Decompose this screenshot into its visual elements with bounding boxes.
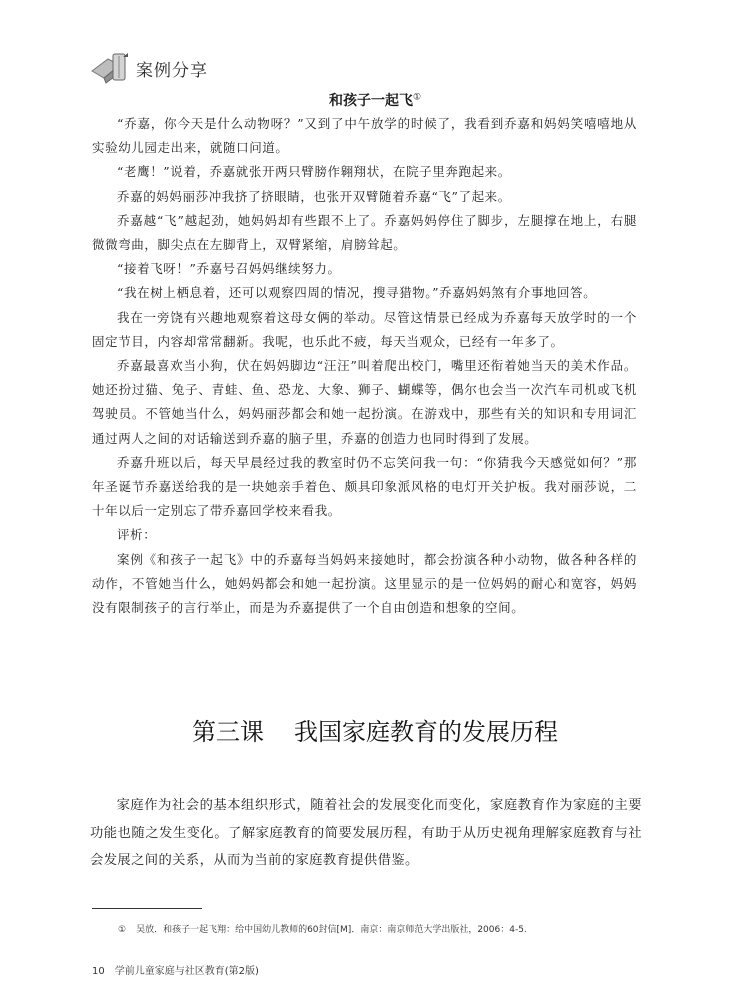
pen-book-icon <box>90 51 130 85</box>
footnote-text: 吴放．和孩子一起飞翔：给中国幼儿教师的60封信[M]．南京：南京师范大学出版社，2006：4-5. <box>136 925 527 935</box>
story-paragraph: 乔嘉升班以后，每天早晨经过我的教室时仍不忘笑问我一句：“你猜我今天感觉如何？”那年圣诞节乔嘉送给我的是一块她亲手着色、颇具印象派风格的电灯开关护板。我对丽莎说，二十年以后一定别忘了带乔嘉回学校来看我。 <box>92 454 637 519</box>
footnote-divider <box>92 908 202 909</box>
analysis-heading: 评析： <box>117 527 157 543</box>
story-title <box>0 90 750 110</box>
lesson-heading <box>0 712 750 747</box>
story-paragraph: “我在树上栖息着，还可以观察四周的情况，搜寻猎物。”乔嘉妈妈煞有介事地回答。 <box>117 285 597 301</box>
lesson-intro <box>90 792 642 875</box>
intro-paragraph: 家庭作为社会的基本组织形式，随着社会的发展变化而变化，家庭教育作为家庭的主要功能也随之发生变化。了解家庭教育的简要发展历程，有助于从历史视角理解家庭教育与社会发展之间的关系，从而为当前的家庭教育提供借鉴。 <box>90 798 642 868</box>
footnote-ref: ① <box>412 92 422 103</box>
page-number: 10 <box>92 966 105 977</box>
lesson-title: 我国家庭教育的发展历程 <box>294 718 558 746</box>
section-header <box>90 48 208 88</box>
story-paragraph: “老鹰！”说着，乔嘉就张开两只臂膀作翱翔状，在院子里奔跑起来。 <box>117 164 511 180</box>
section-label: 案例分享 <box>136 60 208 81</box>
story-paragraph: 乔嘉越“飞”越起劲，她妈妈却有些跟不上了。乔嘉妈妈停住了脚步，左腿撑在地上，右腿微微弯曲，脚尖点在左脚背上，双臂紧缩，肩膀耸起。 <box>92 212 637 253</box>
story-body <box>92 112 637 620</box>
lesson-number: 第三课 <box>192 718 264 746</box>
page-footer <box>92 962 259 977</box>
running-title: 学前儿童家庭与社区教育(第2版) <box>114 966 259 977</box>
story-paragraph: 乔嘉的妈妈丽莎冲我挤了挤眼睛，也张开双臂随着乔嘉“飞”了起来。 <box>117 188 511 204</box>
footnote-mark: ① <box>118 925 127 935</box>
analysis-paragraph: 案例《和孩子一起飞》中的乔嘉每当妈妈来接她时，都会扮演各种小动物，做各种各样的动作，不管她当什么，她妈妈都会和她一起扮演。这里显示的是一位妈妈的耐心和宽容，妈妈没有限制孩子的言行举止，而是为乔嘉提供了一个自由创造和想象的空间。 <box>92 551 637 616</box>
story-paragraph: “乔嘉，你今天是什么动物呀？”又到了中午放学的时候了，我看到乔嘉和妈妈笑嘻嘻地从实验幼儿园走出来，就随口问道。 <box>92 116 637 156</box>
story-title-text: 和孩子一起飞 <box>328 93 413 109</box>
story-paragraph: “接着飞呀！”乔嘉号召妈妈继续努力。 <box>117 261 341 277</box>
story-paragraph: 乔嘉最喜欢当小狗，伏在妈妈脚边“汪汪”叫着爬出校门，嘴里还衔着她当天的美术作品。她还扮过猫、兔子、青蛙、鱼、恐龙、大象、狮子、蝴蝶等，偶尔也会当一次汽车司机或飞机驾驶员。不管她当什么，妈妈丽莎都会和她一起扮演。在游戏中，那些有关的知识和专用词汇通过两人之间的对话输送到乔嘉的脑子里，乔嘉的创造力也同时得到了发展。 <box>92 358 637 446</box>
footnote <box>118 922 658 935</box>
story-paragraph: 我在一旁饶有兴趣地观察着这母女俩的举动。尽管这情景已经成为乔嘉每天放学时的一个固定节目，内容却常常翻新。我呢，也乐此不疲，每天当观众，已经有一年多了。 <box>92 309 637 349</box>
